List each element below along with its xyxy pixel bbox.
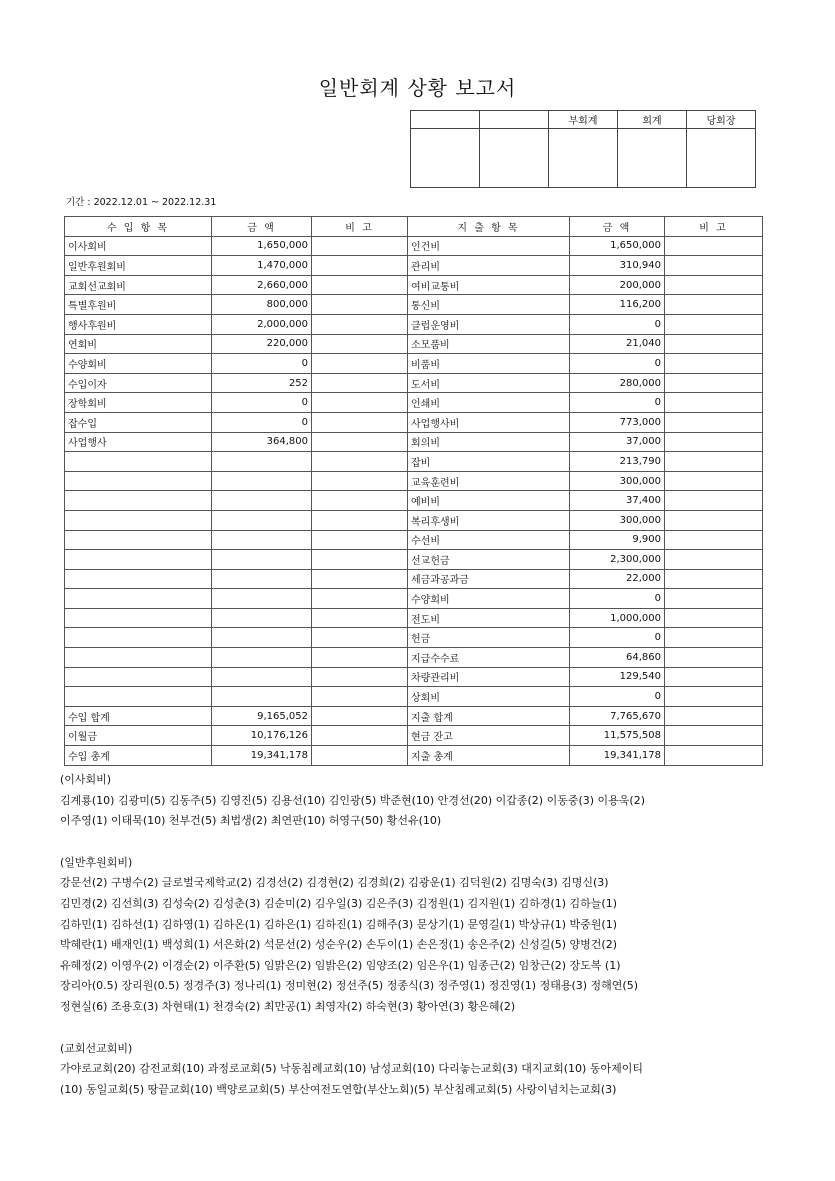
- expense-note-cell: [665, 491, 763, 511]
- income-amount-cell: 0: [212, 393, 312, 413]
- approval-header-chair: 당회장: [687, 111, 756, 129]
- expense-item-cell: 상회비: [408, 687, 570, 707]
- expense-note-cell: [665, 314, 763, 334]
- approval-table: [410, 110, 756, 188]
- income-amount-cell: [212, 471, 312, 491]
- table-row: [65, 236, 763, 256]
- expense-note-cell: [665, 275, 763, 295]
- expense-amount-cell: 64,860: [570, 648, 665, 668]
- expense-amount-cell: 1,650,000: [570, 236, 665, 256]
- expense-item-cell: 회의비: [408, 432, 570, 452]
- income-item-cell: 교회선교회비: [65, 275, 212, 295]
- income-item-cell: 일반후원회비: [65, 256, 212, 276]
- income-note-cell: [312, 687, 408, 707]
- income-item-cell: 잡수입: [65, 412, 212, 432]
- table-row: [65, 256, 763, 276]
- income-note-cell: [312, 510, 408, 530]
- expense-item-cell: 여비교통비: [408, 275, 570, 295]
- income-amount-cell: 2,000,000: [212, 314, 312, 334]
- income-amount-cell: [212, 667, 312, 687]
- income-note-cell: [312, 746, 408, 766]
- income-amount-cell: 9,165,052: [212, 706, 312, 726]
- table-row: [65, 530, 763, 550]
- expense-item-cell: 예비비: [408, 491, 570, 511]
- header-expense-item: 지 출 항 목: [408, 217, 570, 237]
- donor-notes: [60, 770, 795, 1100]
- income-item-cell: 특별후원비: [65, 295, 212, 315]
- approval-header-1: [411, 111, 480, 129]
- table-row: [65, 706, 763, 726]
- income-note-cell: [312, 667, 408, 687]
- table-row: [65, 667, 763, 687]
- expense-item-cell: 비품비: [408, 354, 570, 374]
- income-note-cell: [312, 393, 408, 413]
- expense-item-cell: 교육훈련비: [408, 471, 570, 491]
- income-note-cell: [312, 295, 408, 315]
- income-amount-cell: [212, 530, 312, 550]
- expense-item-cell: 전도비: [408, 608, 570, 628]
- signature-box: [480, 129, 549, 188]
- header-income-amount: 금 액: [212, 217, 312, 237]
- table-row: [65, 746, 763, 766]
- income-note-cell: [312, 569, 408, 589]
- expense-item-cell: 수선비: [408, 530, 570, 550]
- income-item-cell: [65, 452, 212, 472]
- income-note-cell: [312, 530, 408, 550]
- table-row: [65, 354, 763, 374]
- expense-item-cell: 통신비: [408, 295, 570, 315]
- income-amount-cell: [212, 608, 312, 628]
- table-row: [65, 550, 763, 570]
- expense-amount-cell: 310,940: [570, 256, 665, 276]
- expense-note-cell: [665, 432, 763, 452]
- expense-amount-cell: 0: [570, 314, 665, 334]
- table-row: [65, 393, 763, 413]
- income-amount-cell: [212, 510, 312, 530]
- table-row: [65, 687, 763, 707]
- table-row: [65, 432, 763, 452]
- general-donation-line: 박혜란(1) 배재인(1) 백성희(1) 서은화(2) 석문선(2) 성순우(2) 손두이(1) 손은정(1) 송은주(2) 신성길(5) 양병건(2): [60, 938, 618, 952]
- signature-box: [618, 129, 687, 188]
- expense-note-cell: [665, 667, 763, 687]
- expense-amount-cell: 0: [570, 589, 665, 609]
- approval-header-2: [480, 111, 549, 129]
- expense-amount-cell: 22,000: [570, 569, 665, 589]
- expense-note-cell: [665, 510, 763, 530]
- income-note-cell: [312, 491, 408, 511]
- income-amount-cell: [212, 648, 312, 668]
- income-amount-cell: [212, 452, 312, 472]
- expense-item-cell: 지출 총계: [408, 746, 570, 766]
- header-expense-note: 비 고: [665, 217, 763, 237]
- expense-note-cell: [665, 530, 763, 550]
- income-item-cell: [65, 687, 212, 707]
- income-amount-cell: 364,800: [212, 432, 312, 452]
- header-income-note: 비 고: [312, 217, 408, 237]
- income-item-cell: 수양회비: [65, 354, 212, 374]
- general-donation-line: 김하민(1) 김하선(1) 김하영(1) 김하온(1) 김하은(1) 김하진(1) 김해주(3) 문상기(1) 문영길(1) 박상규(1) 박중원(1): [60, 917, 618, 931]
- board-dues-line: 김계룡(10) 김광미(5) 김동주(5) 김영진(5) 김용선(10) 김인광(5) 박준현(10) 안경선(20) 이갑종(2) 이동중(3) 이용욱(2): [60, 793, 646, 807]
- general-donation-line: 유혜정(2) 이영우(2) 이경순(2) 이주환(5) 임맑은(2) 임밝은(2) 임양조(2) 임은우(1) 임종근(2) 임창근(2) 장도복 (1): [60, 958, 621, 972]
- expense-amount-cell: 0: [570, 687, 665, 707]
- general-donation-line: 김민경(2) 김선희(3) 김성숙(2) 김성춘(3) 김순미(2) 김우일(3) 김은주(3) 김정원(1) 김지원(1) 김하경(1) 김하늘(1): [60, 896, 618, 910]
- table-row: [65, 491, 763, 511]
- income-amount-cell: 220,000: [212, 334, 312, 354]
- expense-amount-cell: 129,540: [570, 667, 665, 687]
- table-row: [65, 648, 763, 668]
- table-row: [65, 295, 763, 315]
- income-item-cell: [65, 608, 212, 628]
- income-note-cell: [312, 471, 408, 491]
- expense-item-cell: 지급수수료: [408, 648, 570, 668]
- expense-note-cell: [665, 648, 763, 668]
- income-item-cell: 수입 총계: [65, 746, 212, 766]
- expense-item-cell: 세금과공과금: [408, 569, 570, 589]
- income-item-cell: [65, 628, 212, 648]
- table-row: [65, 275, 763, 295]
- expense-note-cell: [665, 687, 763, 707]
- income-amount-cell: 2,660,000: [212, 275, 312, 295]
- income-amount-cell: [212, 628, 312, 648]
- approval-header-treasurer: 회계: [618, 111, 687, 129]
- income-item-cell: 수입이자: [65, 373, 212, 393]
- income-item-cell: 이월금: [65, 726, 212, 746]
- table-row: [65, 628, 763, 648]
- income-note-cell: [312, 432, 408, 452]
- general-donation-line: 장리아(0.5) 장리원(0.5) 정경주(3) 정나리(1) 정미현(2) 정선주(5) 정종식(3) 정주영(1) 정진영(1) 정태용(3) 정해연(5): [60, 979, 639, 993]
- expense-amount-cell: 0: [570, 628, 665, 648]
- expense-note-cell: [665, 295, 763, 315]
- board-dues-line: 이주영(1) 이태묵(10) 천부건(5) 최법생(2) 최연판(10) 허영구(50) 황선유(10): [60, 814, 442, 828]
- income-item-cell: 행사후원비: [65, 314, 212, 334]
- income-item-cell: [65, 648, 212, 668]
- income-note-cell: [312, 236, 408, 256]
- income-item-cell: [65, 550, 212, 570]
- expense-note-cell: [665, 354, 763, 374]
- income-note-cell: [312, 412, 408, 432]
- expense-amount-cell: 9,900: [570, 530, 665, 550]
- income-item-cell: 장학회비: [65, 393, 212, 413]
- expense-note-cell: [665, 628, 763, 648]
- table-row: [65, 412, 763, 432]
- income-amount-cell: [212, 589, 312, 609]
- general-donation-line: 강문선(2) 구병수(2) 글로벌국제학교(2) 김경선(2) 김경현(2) 김경희(2) 김광운(1) 김덕원(2) 김명숙(3) 김명신(3): [60, 876, 609, 890]
- income-note-cell: [312, 373, 408, 393]
- income-item-cell: [65, 569, 212, 589]
- expense-amount-cell: 0: [570, 354, 665, 374]
- income-note-cell: [312, 628, 408, 648]
- income-amount-cell: [212, 569, 312, 589]
- expense-item-cell: 소모품비: [408, 334, 570, 354]
- expense-note-cell: [665, 373, 763, 393]
- table-row: [65, 471, 763, 491]
- income-note-cell: [312, 648, 408, 668]
- expense-note-cell: [665, 452, 763, 472]
- expense-amount-cell: 2,300,000: [570, 550, 665, 570]
- header-income-item: 수 입 항 목: [65, 217, 212, 237]
- page-title: 일반회계 상황 보고서: [318, 76, 517, 100]
- expense-amount-cell: 0: [570, 393, 665, 413]
- expense-amount-cell: 21,040: [570, 334, 665, 354]
- income-amount-cell: 1,470,000: [212, 256, 312, 276]
- signature-box: [411, 129, 480, 188]
- expense-item-cell: 지출 합계: [408, 706, 570, 726]
- income-note-cell: [312, 726, 408, 746]
- income-item-cell: [65, 530, 212, 550]
- income-amount-cell: 252: [212, 373, 312, 393]
- income-item-cell: 수입 합계: [65, 706, 212, 726]
- ledger-table: [64, 216, 763, 766]
- expense-item-cell: 도서비: [408, 373, 570, 393]
- income-note-cell: [312, 452, 408, 472]
- board-dues-title: (이사회비): [60, 773, 112, 786]
- header-expense-amount: 금 액: [570, 217, 665, 237]
- expense-note-cell: [665, 608, 763, 628]
- income-amount-cell: [212, 550, 312, 570]
- expense-amount-cell: 19,341,178: [570, 746, 665, 766]
- church-mission-line: 가야로교회(20) 감전교회(10) 과정로교회(5) 낙동침례교회(10) 남성교회(10) 다리놓는교회(3) 대지교회(10) 동아제이티: [60, 1062, 643, 1076]
- income-amount-cell: 1,650,000: [212, 236, 312, 256]
- expense-amount-cell: 11,575,508: [570, 726, 665, 746]
- income-amount-cell: [212, 687, 312, 707]
- income-amount-cell: 19,341,178: [212, 746, 312, 766]
- income-item-cell: 연회비: [65, 334, 212, 354]
- expense-item-cell: 차량관리비: [408, 667, 570, 687]
- income-item-cell: 이사회비: [65, 236, 212, 256]
- income-note-cell: [312, 314, 408, 334]
- table-row: [65, 510, 763, 530]
- expense-item-cell: 인쇄비: [408, 393, 570, 413]
- table-row: [65, 452, 763, 472]
- expense-note-cell: [665, 334, 763, 354]
- expense-amount-cell: 116,200: [570, 295, 665, 315]
- expense-amount-cell: 213,790: [570, 452, 665, 472]
- expense-item-cell: 선교헌금: [408, 550, 570, 570]
- expense-amount-cell: 37,400: [570, 491, 665, 511]
- signature-box: [687, 129, 756, 188]
- income-note-cell: [312, 706, 408, 726]
- expense-amount-cell: 1,000,000: [570, 608, 665, 628]
- expense-amount-cell: 280,000: [570, 373, 665, 393]
- income-item-cell: [65, 471, 212, 491]
- general-donation-title: (일반후원회비): [60, 855, 133, 869]
- report-period: 기간 : 2022.12.01 ~ 2022.12.31: [66, 197, 217, 208]
- table-row: [65, 569, 763, 589]
- income-item-cell: [65, 589, 212, 609]
- expense-amount-cell: 37,000: [570, 432, 665, 452]
- income-amount-cell: [212, 491, 312, 511]
- expense-note-cell: [665, 471, 763, 491]
- income-note-cell: [312, 256, 408, 276]
- income-item-cell: [65, 510, 212, 530]
- table-row: [65, 726, 763, 746]
- expense-item-cell: 복리후생비: [408, 510, 570, 530]
- expense-item-cell: 관리비: [408, 256, 570, 276]
- expense-note-cell: [665, 550, 763, 570]
- ledger-body: [65, 236, 763, 765]
- income-note-cell: [312, 550, 408, 570]
- income-note-cell: [312, 608, 408, 628]
- signature-box: [549, 129, 618, 188]
- income-note-cell: [312, 334, 408, 354]
- income-note-cell: [312, 275, 408, 295]
- expense-item-cell: 현금 잔고: [408, 726, 570, 746]
- approval-header-vice-treasurer: 부회계: [549, 111, 618, 129]
- general-donation-line: 정현실(6) 조용호(3) 차현태(1) 천경숙(2) 최만공(1) 최영자(2) 하숙현(3) 황아연(3) 황은혜(2): [60, 999, 516, 1013]
- expense-note-cell: [665, 236, 763, 256]
- church-mission-line: (10) 동일교회(5) 땅끝교회(10) 백양로교회(5) 부산여전도연합(부산노회)(5) 부산침례교회(5) 사랑이넘치는교회(3): [60, 1082, 617, 1096]
- expense-note-cell: [665, 569, 763, 589]
- expense-note-cell: [665, 706, 763, 726]
- expense-item-cell: 헌금: [408, 628, 570, 648]
- expense-amount-cell: 773,000: [570, 412, 665, 432]
- table-row: [65, 314, 763, 334]
- church-mission-title: (교회선교회비): [60, 1041, 133, 1055]
- expense-amount-cell: 300,000: [570, 510, 665, 530]
- expense-note-cell: [665, 412, 763, 432]
- table-row: [65, 608, 763, 628]
- expense-item-cell: 잡비: [408, 452, 570, 472]
- expense-note-cell: [665, 393, 763, 413]
- income-amount-cell: 800,000: [212, 295, 312, 315]
- table-row: [65, 334, 763, 354]
- expense-note-cell: [665, 589, 763, 609]
- expense-amount-cell: 300,000: [570, 471, 665, 491]
- expense-item-cell: 사업행사비: [408, 412, 570, 432]
- expense-item-cell: 수양회비: [408, 589, 570, 609]
- income-item-cell: [65, 667, 212, 687]
- income-note-cell: [312, 354, 408, 374]
- income-amount-cell: 0: [212, 354, 312, 374]
- income-item-cell: 사업행사: [65, 432, 212, 452]
- table-row: [65, 373, 763, 393]
- expense-amount-cell: 7,765,670: [570, 706, 665, 726]
- income-note-cell: [312, 589, 408, 609]
- income-amount-cell: 10,176,126: [212, 726, 312, 746]
- expense-note-cell: [665, 256, 763, 276]
- income-item-cell: [65, 491, 212, 511]
- expense-item-cell: 인건비: [408, 236, 570, 256]
- income-amount-cell: 0: [212, 412, 312, 432]
- expense-note-cell: [665, 746, 763, 766]
- expense-amount-cell: 200,000: [570, 275, 665, 295]
- expense-note-cell: [665, 726, 763, 746]
- expense-item-cell: 클럽운영비: [408, 314, 570, 334]
- table-row: [65, 589, 763, 609]
